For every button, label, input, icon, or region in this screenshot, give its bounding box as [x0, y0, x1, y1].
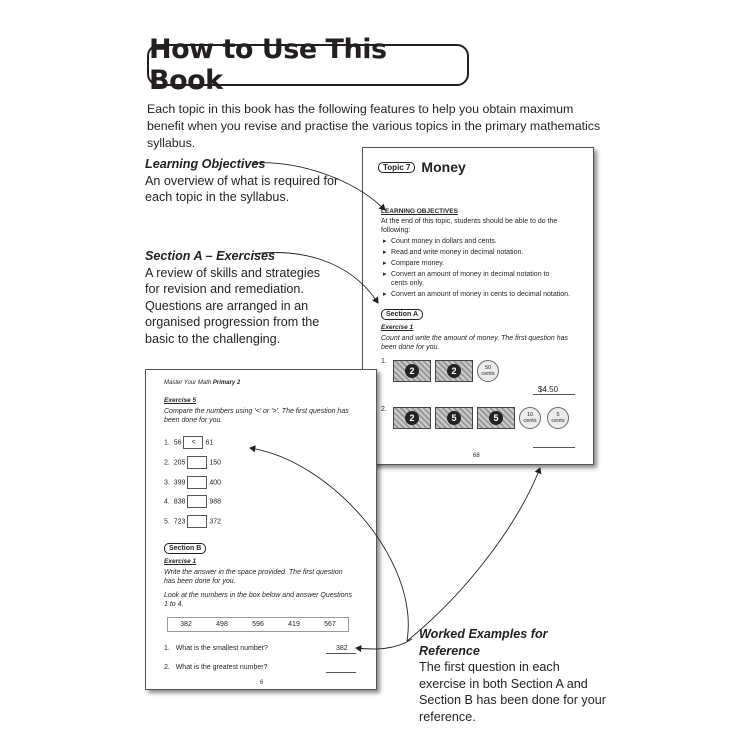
banknote: 2	[435, 360, 473, 382]
page-number: 68	[473, 453, 480, 459]
topic-title: Money	[421, 159, 466, 175]
topic-label: Topic 7	[378, 162, 415, 173]
objective-item: ▸ Convert an amount of money in decimal notation to cents only.	[383, 271, 550, 287]
banknote: 5	[477, 407, 515, 429]
number-box: 382 498 596 419 567	[167, 617, 349, 632]
objective-item: ▸ Read and write money in decimal notation.	[383, 249, 524, 256]
objective-item: ▸ Compare money.	[383, 260, 445, 267]
compare-box: <	[183, 436, 203, 449]
coin: 10 cents	[519, 407, 541, 429]
exercise-instruction: Write the answer in the space provided. The first question has been done for you.	[164, 569, 343, 585]
objective-item: ▸ Count money in dollars and cents.	[383, 238, 497, 245]
exercise-label: Exercise 5	[164, 397, 197, 404]
exercise-instruction: Compare the numbers using '<' or '>'. The first question has been done for you.	[164, 408, 349, 424]
q1-answer: $4.50	[538, 385, 559, 394]
compare-row: 2. 205 150	[164, 456, 221, 469]
q1-answer: 382	[336, 645, 348, 652]
learning-objectives-heading: Learning Objectives	[145, 157, 266, 171]
banknote: 2	[393, 407, 431, 429]
exercise-label: Exercise 1	[164, 558, 197, 565]
arrow-worked-example-answer	[356, 639, 412, 649]
worked-examples-heading: Worked Examples for Reference	[419, 627, 548, 658]
lo-heading: LEARNING OBJECTIVES	[381, 208, 458, 215]
page-title: How to Use This Book	[149, 34, 387, 96]
arrow-learning-objectives	[252, 163, 385, 210]
compare-row: 4. 838 988	[164, 495, 221, 508]
compare-row: 3. 399 400	[164, 476, 221, 489]
compare-row: 5. 723 372	[164, 515, 221, 528]
question-row: 2. What is the greatest number?	[164, 664, 268, 671]
arrow-worked-example-right	[407, 468, 540, 641]
question-row: 1. What is the smallest number?	[164, 645, 268, 652]
worked-examples-text: The first question in each exercise in both Section A and Section B has been done for your reference.	[419, 660, 606, 724]
arrow-section-a	[252, 253, 378, 303]
exercise-label: Exercise 1	[381, 324, 414, 331]
page-number: 6	[260, 680, 264, 686]
section-a-label: Section A	[381, 309, 423, 320]
section-a-heading: Section A – Exercises	[145, 249, 275, 263]
objective-item: ▸ Convert an amount of money in cents to decimal notation.	[383, 291, 570, 298]
question-number: 1.	[381, 358, 387, 365]
coin: 50 cents	[477, 360, 499, 382]
lo-intro: At the end of this topic, students should be able to do the following:	[381, 218, 558, 234]
learning-objectives-text: An overview of what is required for each topic in the syllabus.	[145, 173, 339, 204]
intro-text: Each topic in this book has the following features to help you obtain maximum benefit when you revise and practise the various topics in the primary mathematics syllabus.	[147, 102, 601, 150]
compare-row: 1. 56 < 61	[164, 436, 213, 449]
exercise-instruction: Look at the numbers in the box below and answer Questions 1 to 4.	[164, 592, 352, 608]
question-number: 2.	[381, 406, 387, 413]
coin: 5 cents	[547, 407, 569, 429]
section-a-text: A review of skills and strategies for revision and remediation. Questions are arranged in an organised progression from the basic to the challenging.	[145, 265, 320, 346]
exercise-instruction: Count and write the amount of money. The first question has been done for you.	[381, 335, 569, 351]
arrow-worked-example-left	[250, 448, 408, 641]
banknote: 5	[435, 407, 473, 429]
section-b-label: Section B	[164, 543, 206, 554]
page-header: Master Your Math Primary 2	[164, 380, 241, 386]
banknote: 2	[393, 360, 431, 382]
